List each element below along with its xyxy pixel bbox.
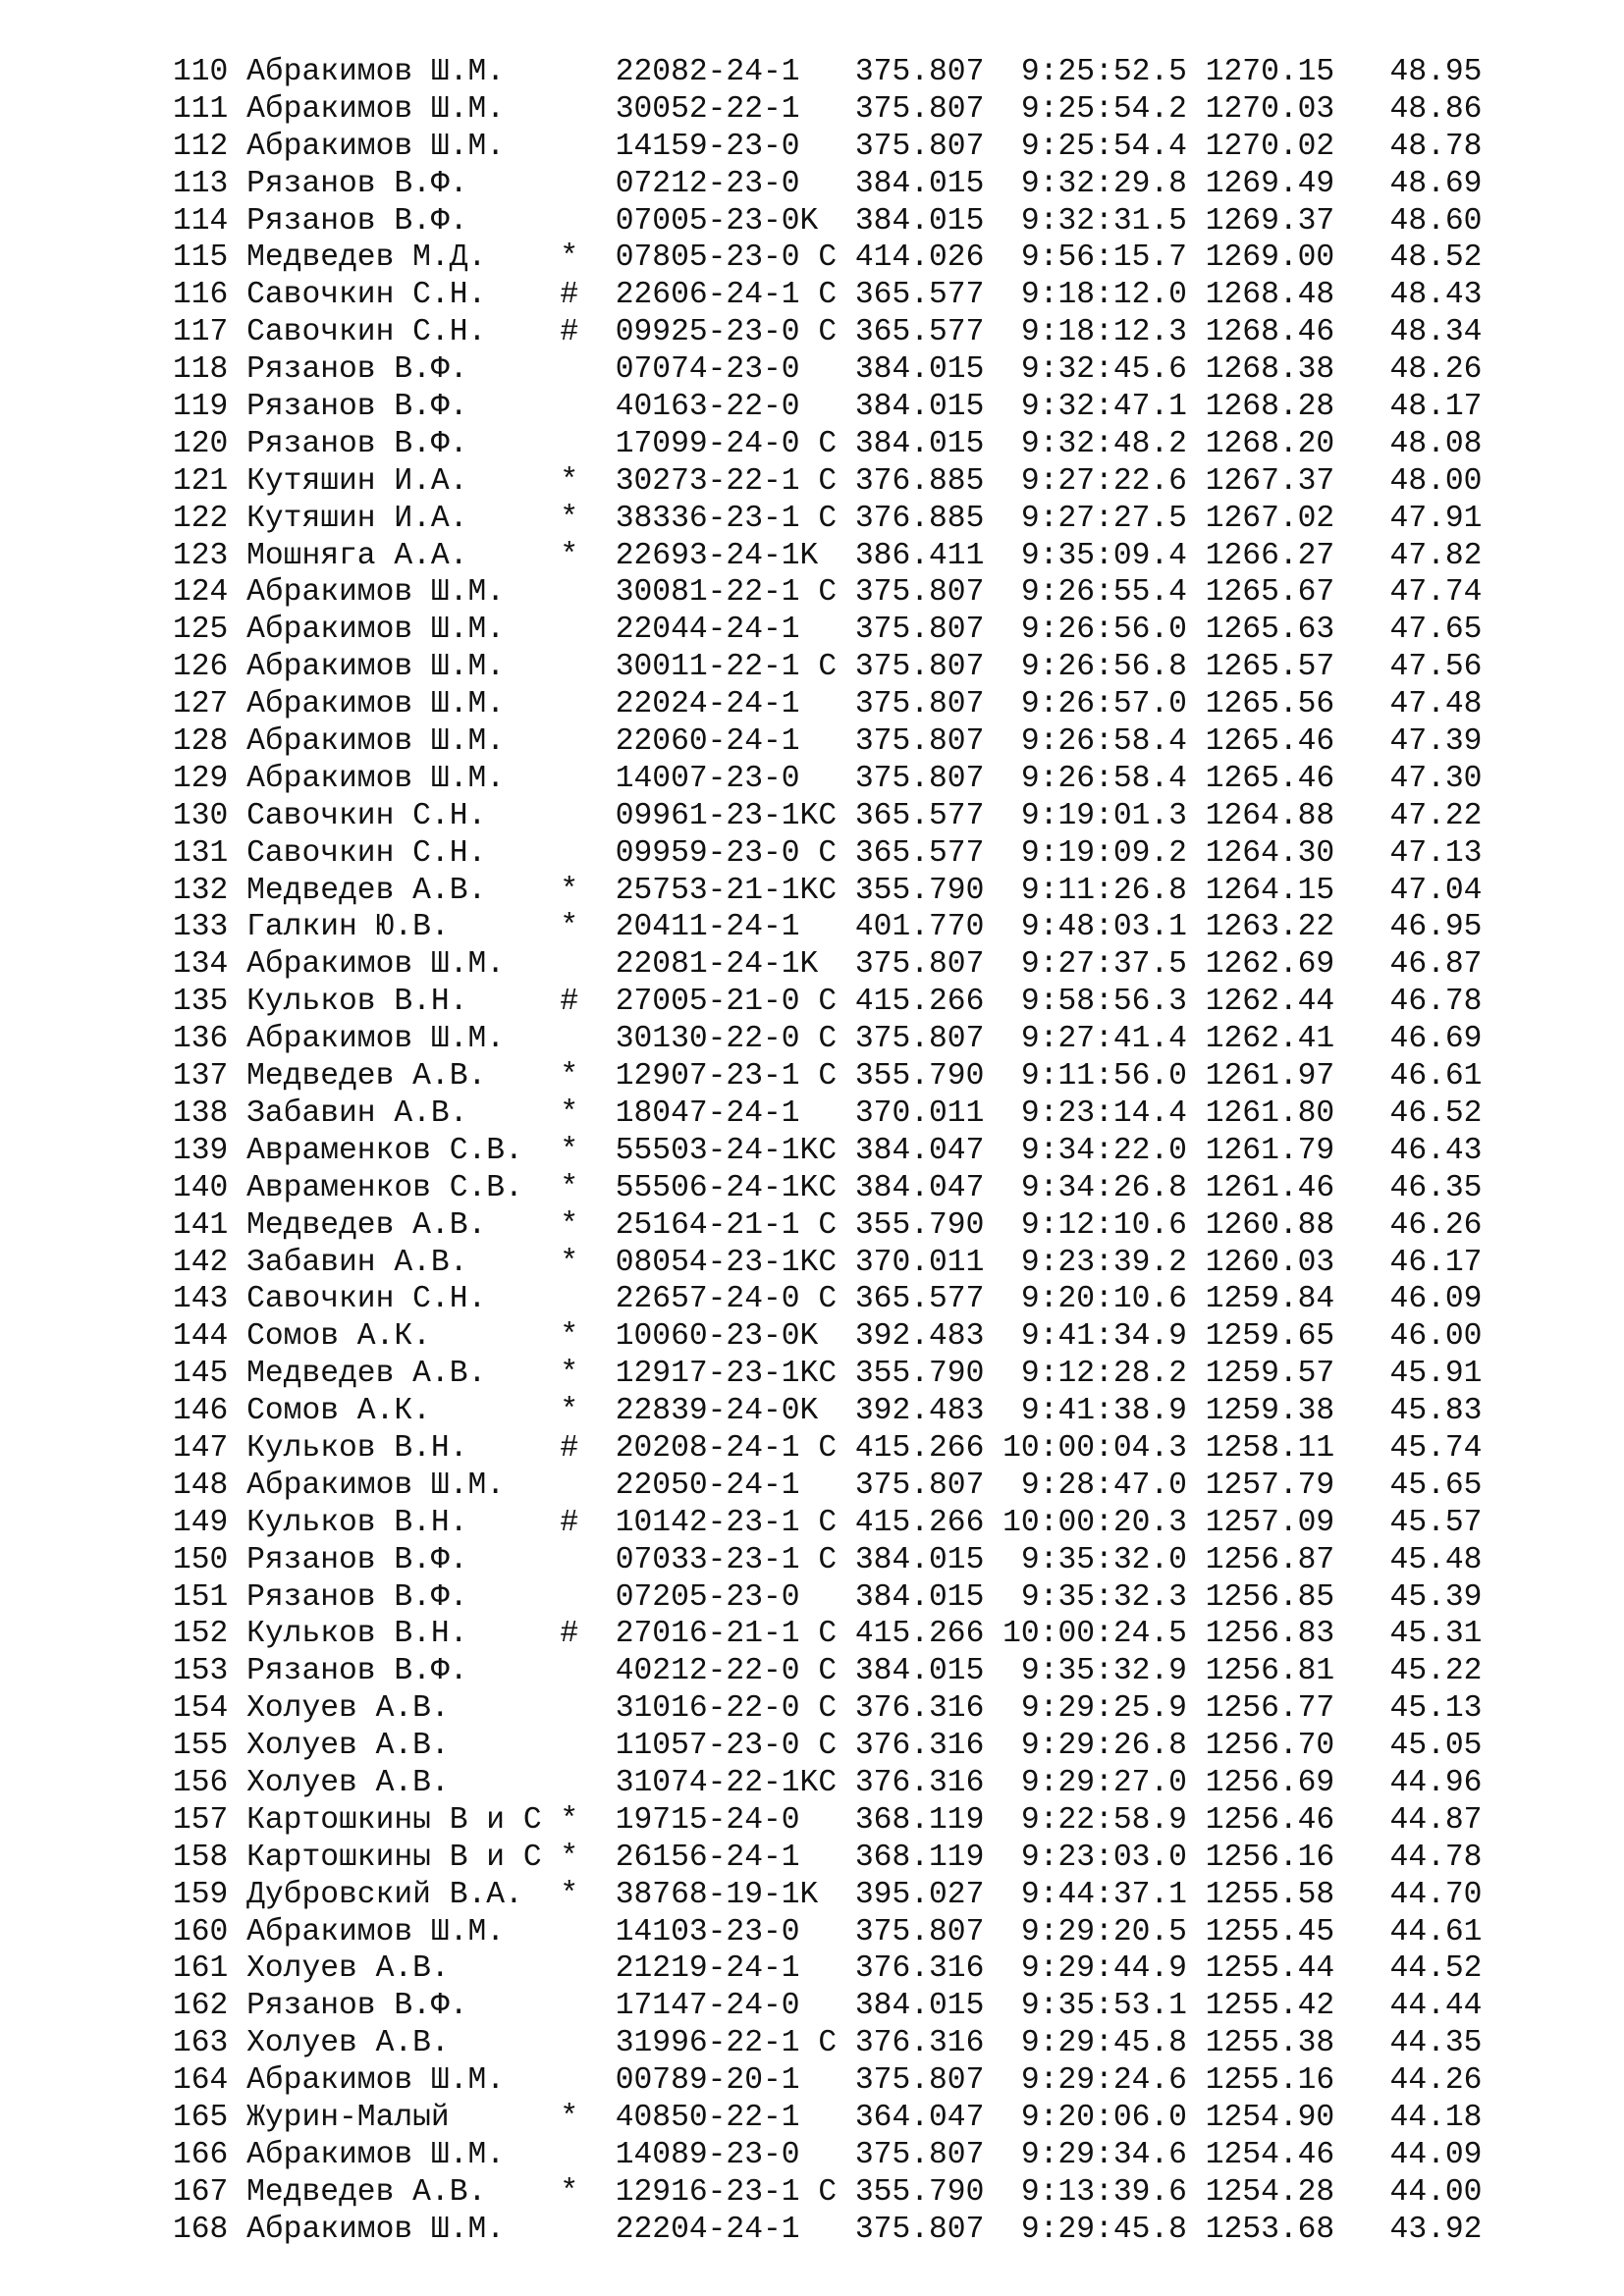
results-row: 127 Абракимов Ш.М. 22024-24-1 375.807 9:26:57.0 1265.56 47.48 (173, 687, 1483, 722)
results-row: 116 Савочкин С.Н. # 22606-24-1 C 365.577 9:18:12.0 1268.48 48.43 (173, 278, 1483, 313)
results-row: 141 Медведев А.В. * 25164-21-1 C 355.790 9:12:10.6 1260.88 46.26 (173, 1207, 1483, 1243)
results-row: 166 Абракимов Ш.М. 14089-23-0 375.807 9:29:34.6 1254.46 44.09 (173, 2137, 1483, 2172)
results-row: 115 Медведев М.Д. * 07805-23-0 C 414.026 9:56:15.7 1269.00 48.52 (173, 240, 1483, 276)
results-row: 162 Рязанов В.Ф. 17147-24-0 384.015 9:35:53.1 1255.42 44.44 (173, 1989, 1483, 2024)
results-row: 124 Абракимов Ш.М. 30081-22-1 C 375.807 9:26:55.4 1265.67 47.74 (173, 575, 1483, 611)
results-row: 118 Рязанов В.Ф. 07074-23-0 384.015 9:32:45.6 1268.38 48.26 (173, 352, 1483, 388)
results-row: 117 Савочкин С.Н. # 09925-23-0 C 365.577 9:18:12.3 1268.46 48.34 (173, 315, 1483, 350)
results-row: 159 Дубровский В.А. * 38768-19-1K 395.027 9:44:37.1 1255.58 44.70 (173, 1877, 1483, 1912)
results-row: 153 Рязанов В.Ф. 40212-22-0 C 384.015 9:35:32.9 1256.81 45.22 (173, 1654, 1483, 1689)
results-row: 156 Холуев А.В. 31074-22-1KC 376.316 9:29:27.0 1256.69 44.96 (173, 1765, 1483, 1800)
results-row: 123 Мошняга А.А. * 22693-24-1K 386.411 9:35:09.4 1266.27 47.82 (173, 538, 1483, 573)
results-row: 142 Забавин А.В. * 08054-23-1KC 370.011 9:23:39.2 1260.03 46.17 (173, 1245, 1483, 1280)
results-row: 149 Кульков В.Н. # 10142-23-1 C 415.266 10:00:20.3 1257.09 45.57 (173, 1505, 1483, 1540)
results-row: 151 Рязанов В.Ф. 07205-23-0 384.015 9:35:32.3 1256.85 45.39 (173, 1579, 1483, 1615)
results-row: 138 Забавин А.В. * 18047-24-1 370.011 9:23:14.4 1261.80 46.52 (173, 1095, 1483, 1131)
results-row: 155 Холуев А.В. 11057-23-0 C 376.316 9:29:26.8 1256.70 45.05 (173, 1729, 1483, 1764)
results-row: 121 Кутяшин И.А. * 30273-22-1 C 376.885 9:27:22.6 1267.37 48.00 (173, 463, 1483, 499)
results-row: 119 Рязанов В.Ф. 40163-22-0 384.015 9:32:47.1 1268.28 48.17 (173, 390, 1483, 425)
results-row: 145 Медведев А.В. * 12917-23-1KC 355.790 9:12:28.2 1259.57 45.91 (173, 1357, 1483, 1392)
results-row: 125 Абракимов Ш.М. 22044-24-1 375.807 9:26:56.0 1265.63 47.65 (173, 613, 1483, 648)
results-row: 160 Абракимов Ш.М. 14103-23-0 375.807 9:29:20.5 1255.45 44.61 (173, 1914, 1483, 1949)
results-row: 136 Абракимов Ш.М. 30130-22-0 C 375.807 9:27:41.4 1262.41 46.69 (173, 1022, 1483, 1057)
results-row: 129 Абракимов Ш.М. 14007-23-0 375.807 9:26:58.4 1265.46 47.30 (173, 761, 1483, 796)
results-row: 130 Савочкин С.Н. 09961-23-1KC 365.577 9:19:01.3 1264.88 47.22 (173, 798, 1483, 833)
results-row: 163 Холуев А.В. 31996-22-1 C 376.316 9:29:45.8 1255.38 44.35 (173, 2026, 1483, 2061)
results-row: 134 Абракимов Ш.М. 22081-24-1K 375.807 9:27:37.5 1262.69 46.87 (173, 947, 1483, 983)
results-row: 161 Холуев А.В. 21219-24-1 376.316 9:29:44.9 1255.44 44.52 (173, 1951, 1483, 1987)
results-row: 114 Рязанов В.Ф. 07005-23-0K 384.015 9:32:31.5 1269.37 48.60 (173, 203, 1483, 239)
results-row: 158 Картошкины В и С * 26156-24-1 368.119 9:23:03.0 1256.16 44.78 (173, 1840, 1483, 1875)
results-row: 137 Медведев А.В. * 12907-23-1 C 355.790 9:11:56.0 1261.97 46.61 (173, 1059, 1483, 1095)
results-row: 143 Савочкин С.Н. 22657-24-0 C 365.577 9:20:10.6 1259.84 46.09 (173, 1282, 1483, 1317)
results-row: 167 Медведев А.В. * 12916-23-1 C 355.790 9:13:39.6 1254.28 44.00 (173, 2174, 1483, 2210)
results-row: 110 Абракимов Ш.М. 22082-24-1 375.807 9:25:52.5 1270.15 48.95 (173, 55, 1483, 89)
results-row: 150 Рязанов В.Ф. 07033-23-1 C 384.015 9:35:32.0 1256.87 45.48 (173, 1542, 1483, 1577)
results-row: 140 Авраменков С.В. * 55506-24-1KC 384.047 9:34:26.8 1261.46 46.35 (173, 1170, 1483, 1205)
results-row: 132 Медведев А.В. * 25753-21-1KC 355.790 9:11:26.8 1264.15 47.04 (173, 873, 1483, 908)
results-row: 147 Кульков В.Н. # 20208-24-1 C 415.266 10:00:04.3 1258.11 45.74 (173, 1430, 1483, 1466)
results-row: 111 Абракимов Ш.М. 30052-22-1 375.807 9:25:54.2 1270.03 48.86 (173, 91, 1483, 127)
results-row: 113 Рязанов В.Ф. 07212-23-0 384.015 9:32:29.8 1269.49 48.69 (173, 166, 1483, 201)
results-row: 126 Абракимов Ш.М. 30011-22-1 C 375.807 9:26:56.8 1265.57 47.56 (173, 650, 1483, 685)
results-list (173, 54, 1482, 2249)
results-row: 144 Сомов А.К. * 10060-23-0K 392.483 9:41:34.9 1259.65 46.00 (173, 1319, 1483, 1355)
results-row: 133 Галкин Ю.В. * 20411-24-1 401.770 9:48:03.1 1263.22 46.95 (173, 910, 1483, 945)
results-row: 157 Картошкины В и С * 19715-24-0 368.119 9:22:58.9 1256.46 44.87 (173, 1802, 1483, 1838)
results-row: 168 Абракимов Ш.М. 22204-24-1 375.807 9:29:45.8 1253.68 43.92 (173, 2212, 1483, 2247)
results-row: 164 Абракимов Ш.М. 00789-20-1 375.807 9:29:24.6 1255.16 44.26 (173, 2063, 1483, 2099)
results-row: 135 Кульков В.Н. # 27005-21-0 C 415.266 9:58:56.3 1262.44 46.78 (173, 985, 1483, 1020)
results-row: 146 Сомов А.К. * 22839-24-0K 392.483 9:41:38.9 1259.38 45.83 (173, 1394, 1483, 1429)
results-row: 152 Кульков В.Н. # 27016-21-1 C 415.266 10:00:24.5 1256.83 45.31 (173, 1617, 1483, 1652)
results-row: 112 Абракимов Ш.М. 14159-23-0 375.807 9:25:54.4 1270.02 48.78 (173, 129, 1483, 164)
results-row: 154 Холуев А.В. 31016-22-0 C 376.316 9:29:25.9 1256.77 45.13 (173, 1691, 1483, 1727)
results-row: 148 Абракимов Ш.М. 22050-24-1 375.807 9:28:47.0 1257.79 45.65 (173, 1468, 1483, 1503)
results-row: 131 Савочкин С.Н. 09959-23-0 C 365.577 9:19:09.2 1264.30 47.13 (173, 835, 1483, 871)
results-row: 122 Кутяшин И.А. * 38336-23-1 C 376.885 9:27:27.5 1267.02 47.91 (173, 501, 1483, 536)
results-row: 120 Рязанов В.Ф. 17099-24-0 C 384.015 9:32:48.2 1268.20 48.08 (173, 426, 1483, 461)
results-row: 165 Журин-Малый * 40850-22-1 364.047 9:20:06.0 1254.90 44.18 (173, 2100, 1483, 2135)
results-row: 139 Авраменков С.В. * 55503-24-1KC 384.047 9:34:22.0 1261.79 46.43 (173, 1133, 1483, 1168)
results-row: 128 Абракимов Ш.М. 22060-24-1 375.807 9:26:58.4 1265.46 47.39 (173, 724, 1483, 760)
